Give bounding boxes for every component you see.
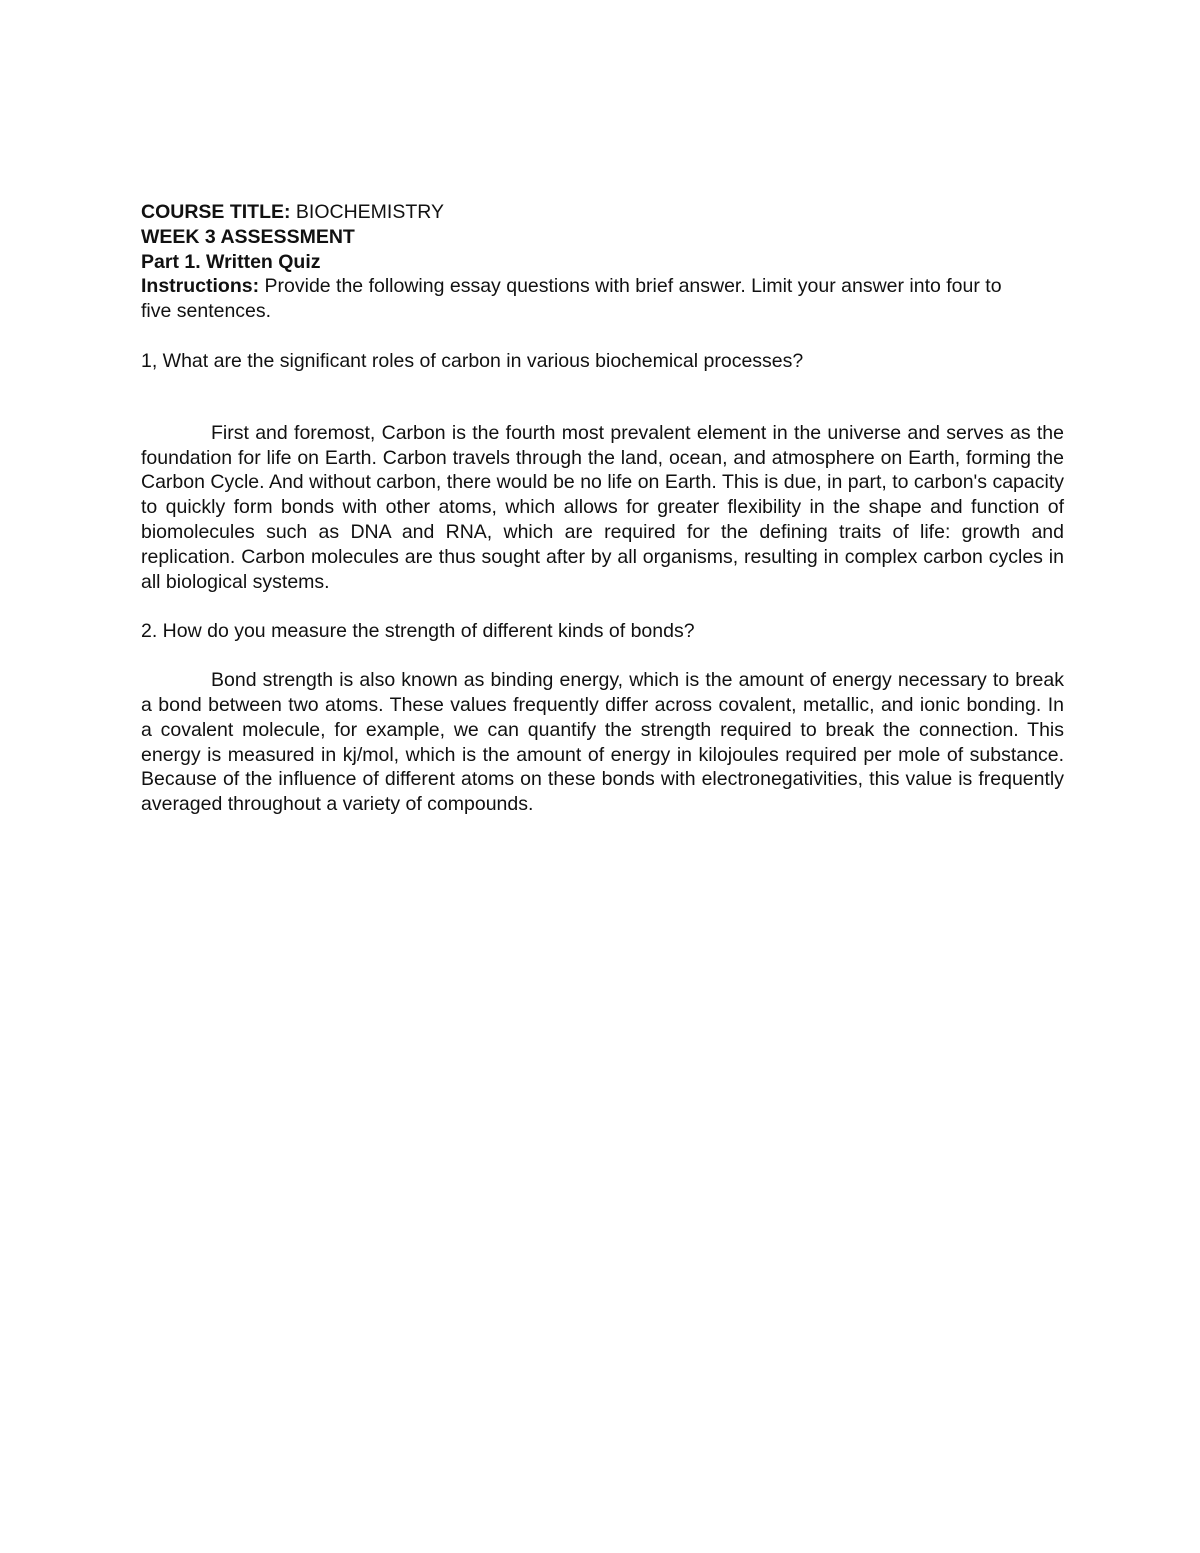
course-title-label: COURSE TITLE: — [141, 201, 291, 223]
question-2: 2. How do you measure the strength of different kinds of bonds? — [141, 620, 695, 643]
instructions-label: Instructions: — [141, 275, 260, 298]
spacer — [141, 644, 1064, 668]
question-1: 1, What are the significant roles of carbon in various biochemical processes? — [141, 349, 804, 372]
assessment-title: WEEK 3 ASSESSMENT — [141, 225, 355, 248]
spacer — [141, 594, 1064, 619]
part-title: Part 1. Written Quiz — [141, 250, 321, 273]
instructions-text: Provide the following essay questions with brief answer. Limit your answer into four to five sentences. — [141, 275, 1002, 323]
document-content — [141, 200, 1064, 817]
spacer — [141, 374, 1064, 421]
instructions — [141, 274, 1031, 324]
course-title-line — [141, 200, 1064, 225]
spacer — [141, 324, 1064, 349]
answer-1: First and foremost, Carbon is the fourth most prevalent element in the universe and serves as the foundation for life on Earth. Carbon travels through the land, ocean, and atmosphere on Earth, forming the Carbon Cycle. And without carbon, there would be no life on Earth. This is due, in part, to carbon's capacity to quickly form bonds with other atoms, which allows for greater flexibility in the shape and function of biomolecules such as DNA and RNA, which are required for the defining traits of life: growth and replication. Carbon molecules are thus sought after by all organisms, resulting in complex carbon cycles in all biological systems. — [141, 421, 1064, 593]
answer-2: Bond strength is also known as binding energy, which is the amount of energy necessary to break a bond between two atoms. These values frequently differ across covalent, metallic, and ionic bonding. In a covalent molecule, for example, we can quantify the strength required to break the connection. This energy is measured in kj/mol, which is the amount of energy in kilojoules required per mole of substance. Because of the influence of different atoms on these bonds with electronegativities, this value is frequently averaged throughout a variety of compounds. — [141, 669, 1064, 816]
course-title-value: BIOCHEMISTRY — [290, 201, 444, 223]
